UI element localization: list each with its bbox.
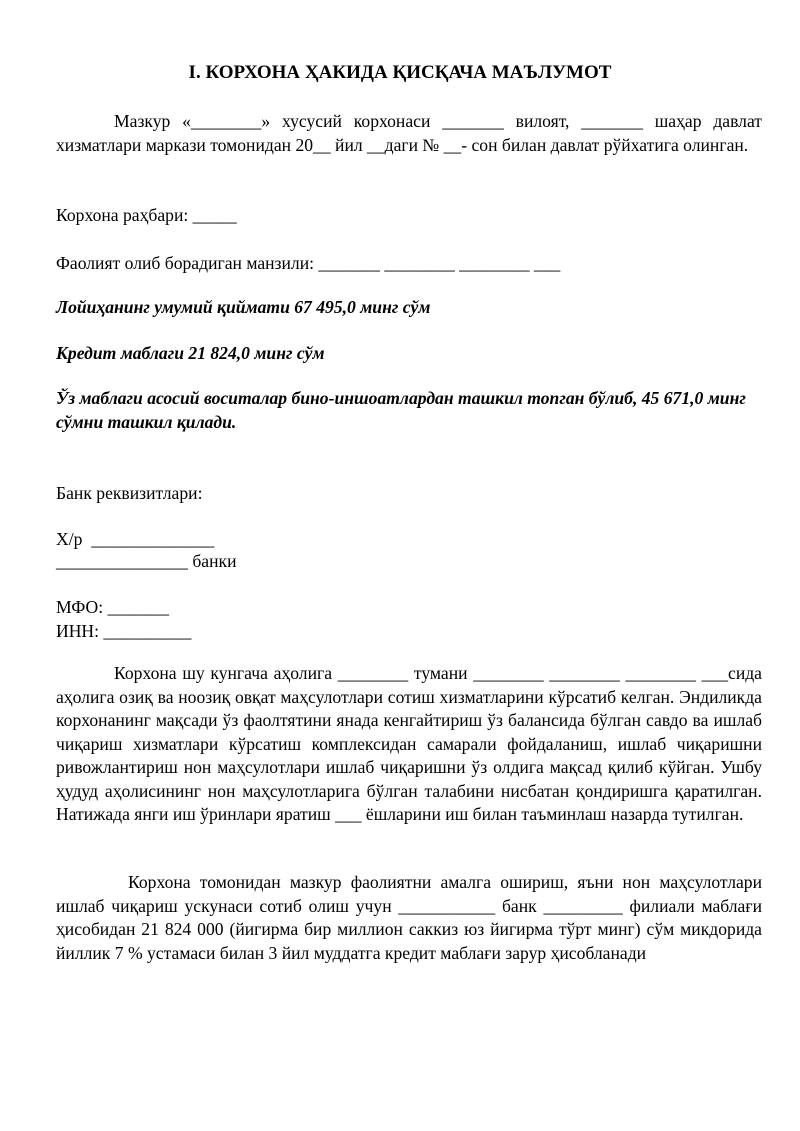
inn-line: ИНН: __________ [56, 621, 192, 641]
activity-paragraph: Корхона шу кунгача аҳолига ________ тумани ________ ________ ________ ___сида аҳолига озиқ ва ноозиқ овқат маҳсулотлари сотиш хизматларини кўрсатиб келган. Эндиликда корхонанинг мақсади ўз фаолтятини янада кенгайтириш ўз балансида бўлган савдо ва ишлаб чиқариш хизматлари кўрсатиш комплексидан самарали фойдаланиш, ишлаб чиқаришни ривожлантириш нон маҳсулотлари ишлаб чиқаришни ўз олдига мақсад қилиб кўйган. Ушбу ҳудуд аҳолисининг нон маҳсулотларига бўлган талабини нисбатан қондиришга қаратилган. Натижада янги иш ўринлари яратиш ___ ёшларини иш билан таъминлаш назарда тутилган. [56, 663, 762, 824]
mfo-line: МФО: _______ [56, 597, 170, 617]
bank-account-line: Х/р ______________ [56, 529, 215, 549]
director-line: Корхона раҳбари: _____ [56, 205, 237, 225]
credit-line: Кредит маблаги 21 824,0 минг сўм [56, 343, 325, 363]
credit-paragraph: Корхона томонидан мазкур фаолиятни амалга ошириш, яъни нон маҳсулотлари ишлаб чиқариш ускунаси сотиб олиш учун ___________ банк _________ филиали маблағи ҳисобидан 21 824 000 (йигирма бир миллион саккиз юз йигирма тўрт минг) сўм микдорида йиллик 7 % устамаси билан 3 йил муддатга кредит маблағи зарур ҳисобланади [56, 872, 762, 963]
document-title: I. КОРХОНА ҲАКИДА ҚИСҚАЧА МАЪЛУМОТ [188, 62, 612, 83]
bank-heading: Банк реквизитлари: [56, 483, 203, 503]
total-cost-line: Лойиҳанинг умумий қиймати 67 495,0 минг сўм [56, 297, 431, 317]
bank-name-line: _______________ банки [56, 551, 237, 571]
address-line: Фаолият олиб борадиган манзили: _______ ________ ________ ___ [56, 253, 561, 273]
own-funds-line: Ўз маблаги асосий воситалар бино-иншоатлардан ташкил топган бўлиб, 45 671,0 минг сўмни ташкил қилади. [56, 388, 746, 432]
intro-paragraph: Мазкур «________» хусусий корхонаси _______ вилоят, _______ шаҳар давлат хизматлари маркази томонидан 20__ йил __даги № __- сон билан давлат рўйхатига олинган. [56, 111, 762, 155]
